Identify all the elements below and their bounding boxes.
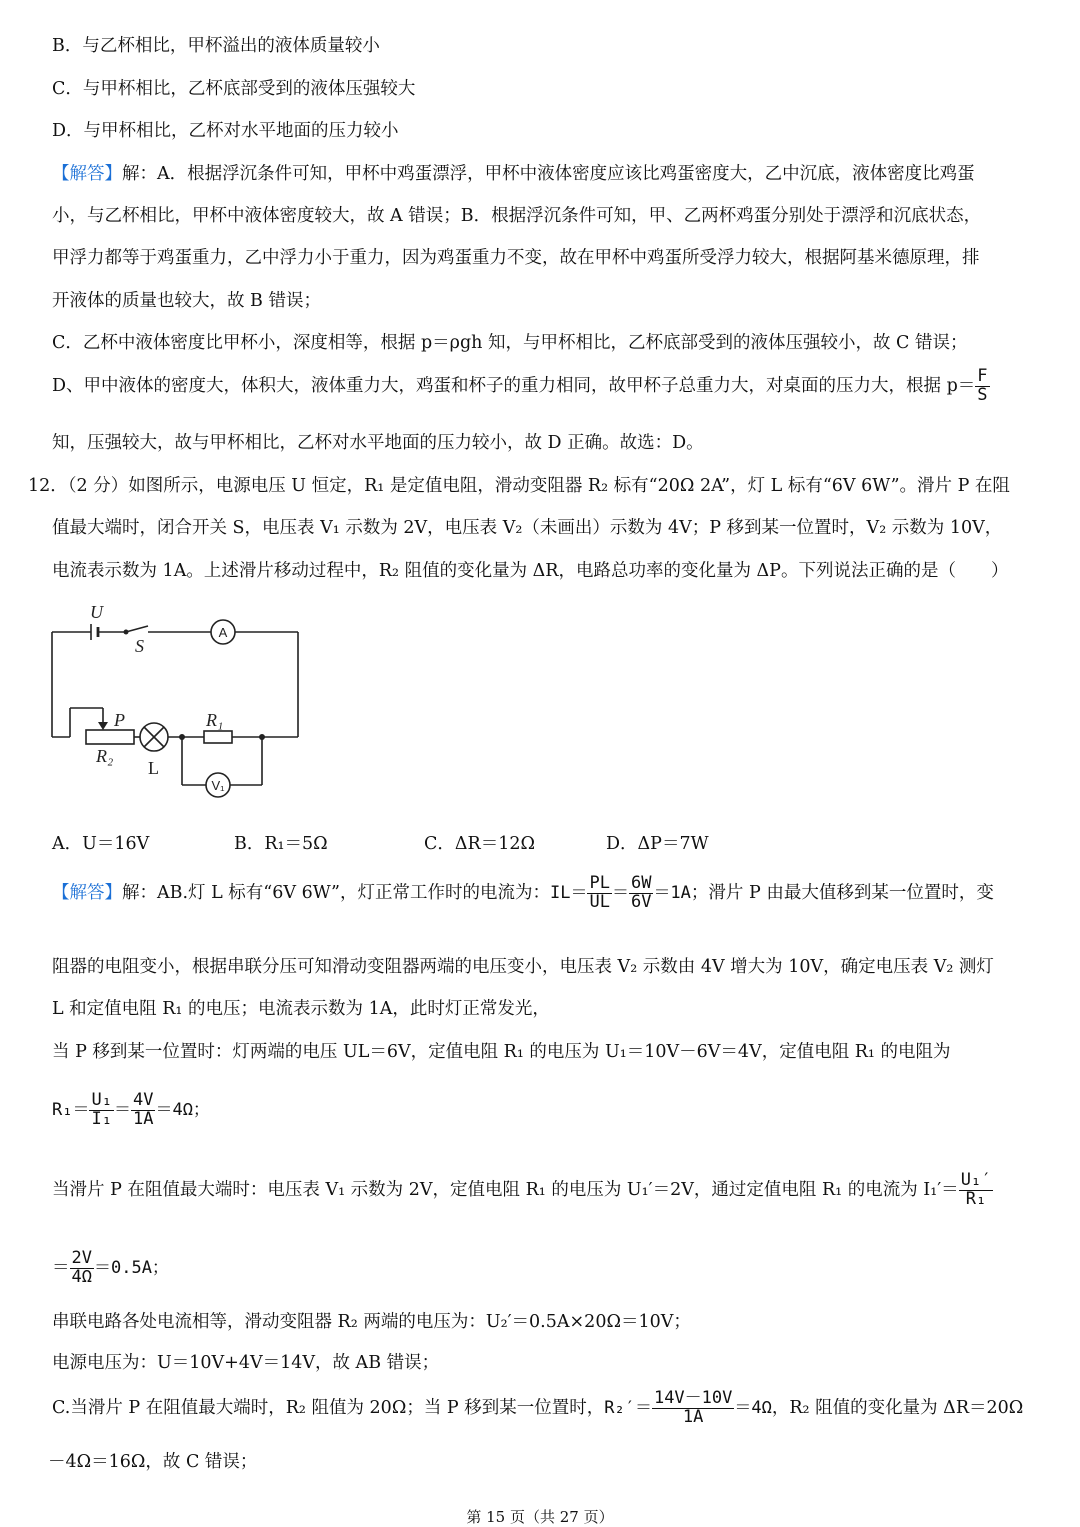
label-r2: R₂ [96, 746, 114, 766]
fraction-4v-1a: $\frac{4V}{1A}$ [132, 1090, 154, 1129]
answer2-line9: －4Ω＝16Ω，故 C 错误； [48, 1452, 258, 1472]
formula-r2: R₂′＝ [604, 1397, 652, 1418]
fraction-u1-i1: $\frac{\text{U₁}}{\text{I₁}}$ [91, 1090, 112, 1129]
equals: ＝ [52, 1257, 70, 1278]
switch-pivot [124, 630, 129, 635]
ammeter-label: A [218, 625, 228, 640]
result-1a: ＝1A [653, 882, 691, 903]
junction-dot [179, 734, 185, 740]
voltmeter-label: V₁ [211, 778, 225, 793]
answer2-formula-current [52, 1250, 1054, 1287]
junction-dot [259, 734, 265, 740]
answer2-text5: 当滑片 P 在阻值最大端时：电压表 V₁ 示数为 2V，定值电阻 R₁ 的电压为 U₁′＝2V，通过定值电阻 R₁ 的电流为 I₁′＝ [52, 1179, 959, 1200]
question12-line2: 值最大端时，闭合开关 S，电压表 V₁ 示数为 2V，电压表 V₂（未画出）示数为 4V；P 移到某一位置时，V₂ 示数为 10V， [52, 518, 1003, 538]
answer-label: 【解答】 [52, 164, 122, 184]
answer1-line3: 甲浮力都等于鸡蛋重力，乙中浮力小于重力，因为鸡蛋重力不变，故在甲杯中鸡蛋所受浮力较大，根据阿基米德原理，排 [52, 248, 980, 268]
rheostat-r2 [86, 730, 134, 744]
resistor-r1 [204, 731, 232, 743]
option-c-prev: C．与甲杯相比，乙杯底部受到的液体压强较大 [52, 79, 416, 99]
equals: ＝ [611, 882, 629, 903]
answer2-line3: L 和定值电阻 R₁ 的电压；电流表示数为 1A，此时灯正常发光， [52, 999, 550, 1019]
fraction-u1p-r1: $\frac{\text{U₁′}}{\text{R₁}}$ [960, 1170, 992, 1209]
fraction-2v-4ohm: $\frac{2V}{4\Omega}$ [71, 1248, 92, 1287]
answer1-text6: D、甲中液体的密度大，体积大，液体重力大，鸡蛋和杯子的重力相同，故甲杯子总重力大，对桌面的压力大，根据 p＝ [52, 375, 976, 396]
circuit-diagram [48, 600, 303, 805]
answer2-line2: 阻器的电阻变小，根据串联分压可知滑动变阻器两端的电压变小，电压表 V₂ 示数由 4V 增大为 10V，确定电压表 V₂ 测灯 [52, 957, 994, 977]
question12-line1: 12．（2 分）如图所示，电源电压 U 恒定，R₁ 是定值电阻，滑动变阻器 R₂ 标有“20Ω 2A”，灯 L 标有“6V 6W”。滑片 P 在阻 [28, 476, 1010, 496]
answer2-formula-r1 [52, 1092, 1054, 1129]
option-a: A．U＝16V [52, 834, 150, 854]
answer-label: 【解答】 [52, 882, 122, 903]
fraction-6w-6v: $\frac{6W}{6V}$ [630, 873, 652, 912]
fraction-14v-10v-1a: $\frac{14V-10V}{1A}$ [653, 1388, 733, 1427]
option-d: D．ΔP＝7W [606, 834, 709, 854]
formula-il: IL＝ [549, 882, 588, 903]
label-r1: R₁ [206, 710, 224, 730]
equals: ＝ [113, 1099, 131, 1120]
slider-p-arrow [98, 722, 108, 730]
answer2-text8a: C.当滑片 P 在阻值最大端时，R₂ 阻值为 20Ω；当 P 移到某一位置时， [52, 1397, 605, 1418]
answer1-text1: 解：A．根据浮沉条件可知，甲杯中鸡蛋漂浮，甲杯中液体密度应该比鸡蛋密度大，乙中沉底，液体密度比鸡蛋 [122, 164, 975, 184]
answer1-line1 [52, 164, 1054, 185]
answer2-line6: 串联电路各处电流相等，滑动变阻器 R₂ 两端的电压为：U₂′＝0.5A×20Ω＝10V； [52, 1312, 691, 1332]
result-4ohm: ＝4Ω； [155, 1099, 210, 1120]
answer1-line5: C．乙杯中液体密度比甲杯小，深度相等，根据 p＝ρgh 知，与甲杯相比，乙杯底部受到的液体压强较小，故 C 错误； [52, 333, 968, 353]
result-05a: ＝0.5A； [93, 1257, 169, 1278]
answer2-text1a: 解：AB.灯 L 标有“6V 6W”，灯正常工作时的电流为： [122, 882, 550, 903]
answer2-text1b: ；滑片 P 由最大值移到某一位置时，变 [690, 882, 994, 903]
answer2-line4: 当 P 移到某一位置时：灯两端的电压 UL＝6V，定值电阻 R₁ 的电压为 U₁＝10V－6V＝4V，定值电阻 R₁ 的电阻为 [52, 1042, 951, 1062]
fraction-pl-ul: $\frac{PL}{UL}$ [589, 873, 610, 912]
fraction-f-over-s: $\frac{F}{S}$ [977, 366, 988, 405]
answer1-line4: 开液体的质量也较大，故 B 错误； [52, 291, 321, 311]
label-p: P [114, 710, 125, 730]
formula-r1: R₁＝ [52, 1099, 90, 1120]
question12-line3: 电流表示数为 1A。上述滑片移动过程中，R₂ 阻值的变化量为 ΔR，电路总功率的变化量为 ΔP。下列说法正确的是（ ） [52, 561, 1009, 581]
answer2-line1 [52, 875, 1054, 912]
option-d-prev: D．与甲杯相比，乙杯对水平地面的压力较小 [52, 121, 399, 141]
option-b: B．R₁＝5Ω [234, 834, 328, 854]
page-footer: 第 15 页（共 27 页） [466, 1508, 614, 1526]
answer2-line7: 电源电压为：U＝10V+4V＝14V，故 AB 错误； [52, 1353, 440, 1373]
answer2-line8 [52, 1390, 1054, 1427]
label-u: U [90, 602, 103, 622]
option-b-prev: B．与乙杯相比，甲杯溢出的液体质量较小 [52, 36, 380, 56]
answer1-line6 [52, 368, 1054, 405]
label-l: L [148, 758, 159, 778]
answer2-text8b: ，R₂ 阻值的变化量为 ΔR＝20Ω [771, 1397, 1024, 1418]
answer1-line2: 小，与乙杯相比，甲杯中液体密度较大，故 A 错误；B．根据浮沉条件可知，甲、乙两杯鸡蛋分别处于漂浮和沉底状态， [52, 206, 982, 226]
result-4ohm: ＝4Ω [734, 1397, 772, 1418]
switch-blade [126, 626, 148, 632]
answer2-line5 [52, 1172, 1054, 1209]
answer1-line7: 知，压强较大，故与甲杯相比，乙杯对水平地面的压力较小，故 D 正确。故选：D。 [52, 433, 704, 453]
label-s: S [135, 636, 144, 656]
option-c: C．ΔR＝12Ω [424, 834, 535, 854]
